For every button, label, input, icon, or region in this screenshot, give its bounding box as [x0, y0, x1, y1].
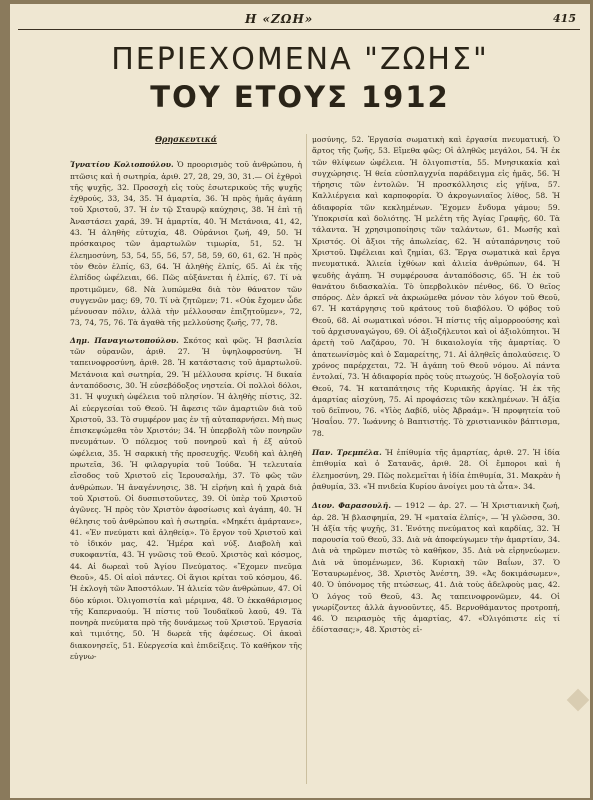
header-rule [18, 29, 580, 30]
column-divider [306, 134, 307, 784]
page-title-line2: ΤΟΥ ΕΤΟΥΣ 1912 [150, 80, 450, 114]
right-column [312, 134, 560, 644]
contents-entry [70, 335, 302, 663]
contents-entry [312, 500, 560, 636]
page-number: 415 [553, 12, 576, 25]
left-column [70, 134, 302, 668]
page-corner-crease [567, 689, 590, 712]
entry-text: μοσύνης, 52. Ἐργασία σωματικὴ καὶ ἐργασία πνευματική. Ὁ ἄρτος τῆς ζωῆς, 53. Εἴμεθα φῶς; Οἱ ἀληθῶς μεγάλοι, 54. Ἡ ἐκ τῶν θλίψεων ὠφέλεια. Ἡ ὀλιγοπιστία, 55. Μνησικακία καὶ συγχώρησις. Ἡ θεία εὐσπλαγχνία παράδειγμα εἰς ἡμᾶς, 56. Ἡ τήρησις τῶν ἐντολῶν. Ἡ προσκόλλησις εἰς γήϊνα, 57. Καλλιέργεια καὶ καρποφορία. Ὁ ἀκρογωνιαῖος λίθος, 58. Ἡ ἀδιαφορία τῶν κεκλημένων. Ἔχομεν ἔνδυμα γάμου; 59. Ὑποκρισία καὶ δολιότης. Ἡ μελέτη τῆς Ἁγίας Γραφῆς, 60. Τὰ τάλαντα. Ἡ χρησιμοποίησις τῶν ταλάντων, 61. Μωσῆς καὶ Χριστός. Οἱ ἄξιοι τῆς ἀπωλείας, 62. Ἡ αὐταπάρνησις τοῦ Χριστοῦ. Ὠφέλειαι καὶ ζημίαι, 63. Ἔργα σωματικὰ καὶ ἔργα πνευματικά. Ἁλιεία ἰχθύων καὶ ἁλιεία ἀνθρώπων, 64. Ἡ ψευδὴς ἀγάπη. Ἡ συμφέρουσα ἀνταπόδοσις, 65. Ἡ ἐκ τοῦ θανάτου διδασκαλία. Τὸ ὑπερβολικὸν πένθος, 66. Ὁ θεῖος σπόρος. Δὲν ἀρκεῖ νὰ ἀκρωώμεθα μόνον τὸν λόγον τοῦ Θεοῦ, 67. Ἡ κατάργησις τοῦ κράτους τοῦ διαβόλου. Ὁ φόβος τοῦ Θεοῦ, 68. Αἱ σωματικαὶ νόσοι. Ἡ πίστις τῆς αἱμορροούσης καὶ τοῦ ἀρχισυναγώγου, 69. Οἱ ἀξιοζήλευτοι καὶ οἱ ἀξιολύπητοι. Ἡ ἀρετὴ τοῦ Λαζάρου, 70. Ἡ δικαιολογία τῆς ἁμαρτίας. Ὁ ἀπατεωνίσμὸς καὶ ὁ Σαμαρείτης, 71. Αἱ ἀληθεῖς ἀπολαύσεις. Ὁ χρόνος παρέρχεται, 72. Ἡ ἀγάπη τοῦ Θεοῦ νόμου. Αἱ πάντα ἐντολαί, 73. Ἡ ἀδιαφορία πρὸς τοὺς πτωχούς. Ἡ δοξολογία τοῦ Θεοῦ, 74. Ἡ καταπάτησις τῆς Κυριακῆς ἀργίας. Ἡ ἐκ τῆς ἁμαρτίας αἰσχύνη, 75. Αἱ προφάσεις τῶν κεκλημένων. Ἡ ἀξία τοῦ δεῖπνου, 76. «Υἱὸς Δαβίδ, υἱὸς Ἀβραάμ». Ἡ προφητεία τοῦ Ἠσαΐου. 77. Ἰωάννης ὁ Βαπτιστής. Τὸ χριστιανικὸν βάπτισμα, 78. [312, 135, 560, 438]
entry-text: — 1912 — ἀρ. 27. — Ἡ Χριστιανικὴ ζωή, ἀρ. 28. Ἡ βλασφημία, 29. Ἡ «ματαία ἐλπίς», — Ἡ γλῶσσα, 30. Ἡ ἀξία τῆς ψυχῆς, 31. Ἐνότης πνεύματος καὶ καρδίας, 32. Ἡ παρουσία τοῦ Θεοῦ, 33. Διὰ νὰ ἀποφεύγωμεν τὴν ἁμαρτίαν, 34. Διὰ νὰ τηρῶμεν πιστῶς τὸ καθῆκον, 35. Διὰ νὰ εἰρηνεύωμεν. Διὰ νὰ ὑπομένωμεν, 36. Κυριακὴ τῶν Βαΐων, 37. Ὁ Ἐσταυρωμένος, 38. Χριστὸς Ἀνέστη, 39. «Ἀς δοκιμάσωμεν», 40. Ὁ ὑπόνομος τῆς πτώσεως, 41. Διὰ τοὺς ἀδελφοὺς μας, 42. Ὁ λόγος τοῦ Θεοῦ, 43. Ἀς ταπεινοφρονῶμεν, 44. Οἱ γνωρίζοντες ἀλλὰ ἀγνοοῦντες, 45. Βερνοθάμαντος προτροπή, 46. Ὁ πειρασμὸς τῆς ἁμαρτίας, 47. «Ὀλιγόπιστε εἰς τί ἐδίστασας;», 48. Χριστὸς εἰ- [312, 501, 560, 635]
entry-text: Σκότος καὶ φῶς. Ἡ βασιλεία τῶν οὐρανῶν, ἀριθ. 27. Ἡ ὑψηλοφροσύνη. Ἡ ταπεινοφροσύνη, ἀριθ. 28. Ἡ κατάστασις τοῦ ἁμαρτωλοῦ. Μετάνοια καὶ σωτηρία, 29. Ἡ μέλλουσα κρίσις. Ἡ δικαία ἀνταπόδοσις, 30. Ἡ εὐσεβόδοξος νηστεία. Οἱ πολλοὶ δόλοι, 31. Ἡ ψυχικὴ ὠφέλεια τοῦ πλησίον. Ἡ ἀληθὴς πίστις, 32. Αἱ εὐεργεσίαι τοῦ Θεοῦ. Ἡ ἄφεσις τῶν ἁμαρτιῶν διὰ τοῦ Χριστοῦ, 33. Τὸ συμφέρον μας ἐν τῇ αὐταπαρνήσει. Μὴ πως ἐπισκεψώμεθα τὸν Χριστόν; 34. Ἡ ὑπερβολὴ τῶν πονηρῶν πνευμάτων. Ὁ πόλεμος τοῦ πονηροῦ καὶ ἡ ἐξ αὐτοῦ ὠφέλεια, 35. Ἡ σαρκικὴ τῆς προσευχῆς. Ψευδὴ καὶ ἀληθὴ πρωτεῖα, 36. Ἡ φιλαργυρία τοῦ Ἰούδα. Ἡ τελευταία εἴσοδος τοῦ Χριστοῦ εἰς Ἱερουσαλήμ, 37. Τὸ φῶς τῶν ἀνθρώπων. Ἡ ἀναγέννησις, 38. Ἡ εἰρήνη καὶ ἡ χαρὰ διὰ τοῦ Χριστοῦ. Οἱ δυσπιστοῦντες, 39. Οἱ ὑπὲρ τοῦ Χριστοῦ ἀγῶνες. Ἡ πρὸς τὸν Χριστὸν ἀφοσίωσις καὶ ἀγάπη, 40. Ἡ θέλησις τοῦ ἀνθρώπου καὶ ἡ σωτηρία. «Μηκέτι ἁμάρτανε», 41. «Ἐν πνεύματι καὶ ἀληθείᾳ». Τὸ ἔργον τοῦ Χριστοῦ καὶ τὸ ἰδικόν μας, 42. Ἡμέρα καὶ νύξ. Διαβολὴ καὶ συκοφαντία, 43. Ἡ γνῶσις τοῦ Θεοῦ. Χριστὸς καὶ κόσμος, 44. Αἱ δωρεαὶ τοῦ Ἁγίου Πνεύματος. «Ἔχομεν πνεῦμα Θεοῦ», 45. Οἱ αἰοὶ πάντες. Οἱ ἅγιοι κρίται τοῦ κόσμου, 46. Ἡ ἐκλογὴ τῶν Ἀποστόλων. Ἡ ἀλιεία τῶν ἀνθρώπων, 47. Οἱ δύο κύριοι. Ὀλιγοπιστία καὶ μέριμνα, 48. Ὁ ἐκκαθάρισμος τῆς Καπερναούμ. Ἡ πίστις τοῦ Ἰουδαϊκοῦ λαοῦ, 49. Τὰ πονηρὰ πνεύματα πρὸ τῆς δυνάμεως τοῦ Χριστοῦ. Ἐργασία καὶ τιμιότης, 50. Ἡ δωρεὰ τῆς ἀφέσεως. Οἱ ἀκοαὶ διακονησεῖς, 51. Εὐεργεσία καὶ ἐπιδείξεις. Τὸ καθῆκον τῆς εὐγνω- [70, 335, 302, 662]
contents-entry [312, 447, 560, 492]
entry-author: Δημ. Παναγιωτοπούλου. [70, 335, 179, 345]
entry-author: Διον. Φαρασουλῆ. [312, 501, 391, 511]
section-heading: Θρησκευτικά [155, 134, 217, 144]
running-head [10, 12, 590, 30]
entry-text: Ὁ προορισμὸς τοῦ ἀνθρώπου, ἡ πτῶσις καὶ ἡ σωτηρία, ἀριθ. 27, 28, 29, 30, 31.— Οἱ ἐχθροὶ τῆς ψυχῆς, 32. Προσοχὴ εἰς τοὺς ἐσωτερικοὺς τῆς ψυχῆς ἐχθρούς, 33, 34, 35. Ἡ ἁμαρτία, 36. Ἡ πρὸς ἡμᾶς ἀγάπη τοῦ Χριστοῦ, 37. Ἡ ἐν τῷ Σταυρῷ καύχησις, 38. Ἡ ἐπὶ τῇ Ἀναστάσει χαρά, 39. Ἡ ἁμαρτία, 40. Ἡ Μετάνοια, 41, 42, 43. Ἡ ἀληθὴς εὐτυχία, 48. Οὐράνιοι ζωή, 49, 50. Ἡ πρόσκαιρος τῶν ἁμαρτωλῶν τιμωρία, 51, 52. Ἡ ἐλεημοσύνη, 53, 54, 55, 56, 57, 58, 59, 60, 61, 62. Ἡ πρὸς τὸν Θεὸν ἐλπίς, 63, 64. Ἡ ἀληθὴς ἐλπίς, 65. Αἱ ἐκ τῆς ἐλπίδος ὠφέλειαι, 66. Πῶς αὐξάνεται ἡ ἐλπίς, 67. Τί νὰ προτιμῶμεν, 68. Νὰ λυπώμεθα διὰ τὸν θάνατον τῶν συγγενῶν μας; 69, 70. Τί νὰ ζητῶμεν; 71. «Οὐκ ἔχομεν ὧδε μένουσαν πόλιν, ἀλλὰ τὴν μέλλουσαν ἐπιζητοῦμεν», 72, 73, 74, 75, 76. Τὰ ἀγαθὰ τῆς μελλούσης ζωῆς, 77, 78. [70, 160, 302, 328]
entry-author: Παν. Τρεμπέλα. [312, 448, 382, 458]
contents-entry [312, 134, 560, 439]
entry-author: Ἰγνατίου Κολιοπούλου. [70, 160, 174, 170]
entry-text: Ἡ ἐπίθυμία τῆς ἁμαρτίας, ἀριθ. 27. Ἡ ἰδία ἐπιθυμία καὶ ὁ Σατανᾶς, ἀριθ. 28. Οἱ ἔμποροι καὶ ἡ ἐλεημοσύνη, 29. Πῶς πολεμεῖται ἡ ἰδία ἐπιθυμία, 31. Μακρὰν ἡ ῥαθυμία, 33. «Ἡ πνιδεία Κυρίου ἀνοίγει μου τὰ ὦτα». 34. [312, 448, 560, 491]
book-page [10, 4, 590, 798]
page-title-line1: ΠΕΡΙΕΧΟΜΕΝΑ "ΖΩΗΣ" [111, 42, 489, 77]
contents-entry [70, 159, 302, 328]
running-title: Η «ΖΩΗ» [245, 12, 314, 26]
